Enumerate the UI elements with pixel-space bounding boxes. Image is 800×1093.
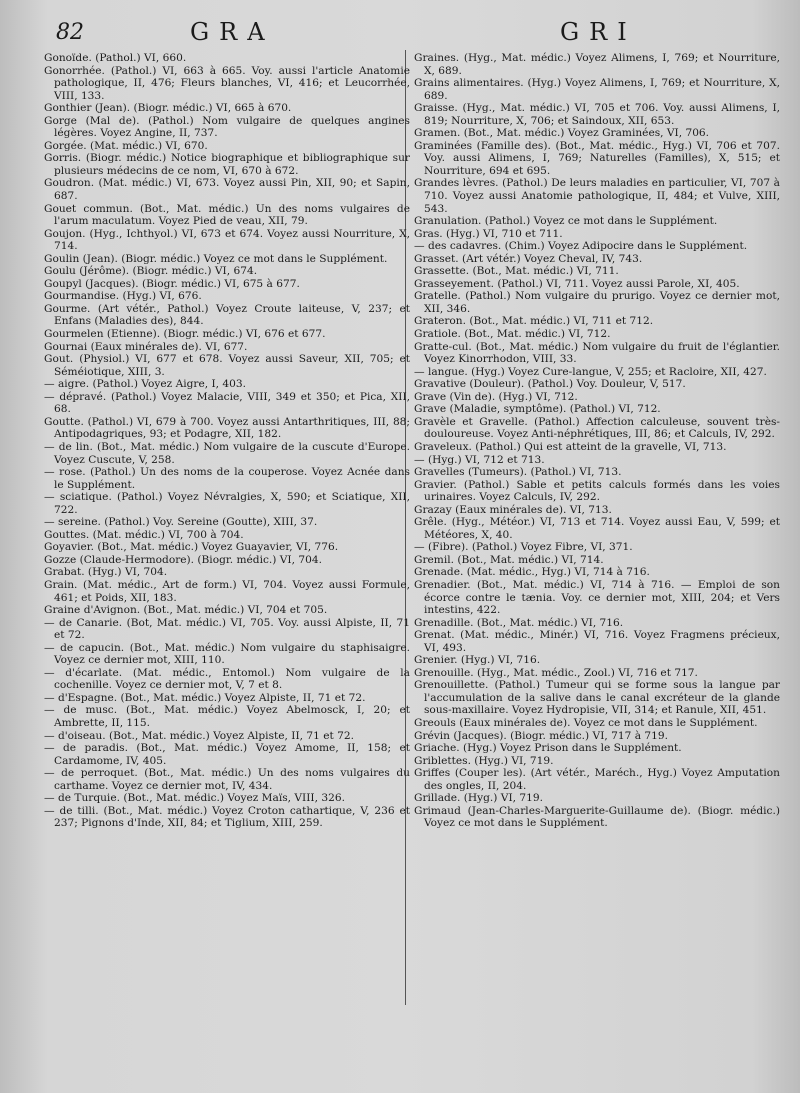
index-entry-left: Gout. (Physiol.) VI, 677 et 678. Voyez aussi Saveur, XII, 705; et Séméiotique, XIII, 3. bbox=[44, 353, 410, 378]
index-entry-right: Grenadier. (Bot., Mat. médic.) VI, 714 à 716. — Emploi de son écorce contre le tænia. Voy. ce dernier mot, XIII, 204; et Vers intestins, 422. bbox=[414, 578, 780, 617]
index-entry-left: Gouttes. (Mat. médic.) VI, 700 à 704. bbox=[44, 528, 244, 541]
index-entry-right: Graminées (Famille des). (Bot., Mat. médic., Hyg.) VI, 706 et 707. Voy. aussi Alimens, I, 769; Naturelles (Familles), X, 515; et Nourriture, 694 et 695. bbox=[414, 139, 780, 177]
index-entry-left: Gonoïde. (Pathol.) VI, 660. bbox=[44, 52, 187, 64]
index-entry-left: — de musc. (Bot., Mat. médic.) Voyez Abelmosck, I, 20; et Ambrette, II, 115. bbox=[44, 704, 410, 729]
index-entry-right: Gratelle. (Pathol.) Nom vulgaire du prurigo. Voyez ce dernier mot, XII, 346. bbox=[414, 290, 780, 315]
index-entry-left: Gonthier (Jean). (Biogr. médic.) VI, 665 à 670. bbox=[44, 102, 292, 115]
index-entry-left: — de Turquie. (Bot., Mat. médic.) Voyez Maïs, VIII, 326. bbox=[44, 792, 345, 805]
index-entry-left: Goulin (Jean). (Biogr. médic.) Voyez ce mot dans le Supplément. bbox=[44, 252, 388, 265]
index-entry-right: Gravèle et Gravelle. (Pathol.) Affection calculeuse, souvent très-douloureuse. Voyez Anti-néphrétiques, III, 86; et Calculs, IV, 292. bbox=[414, 415, 780, 441]
index-entry-right: Grenat. (Mat. médic., Minér.) VI, 716. Voyez Fragmens précieux, VI, 493. bbox=[414, 629, 780, 654]
index-entry-right: Gratiole. (Bot., Mat. médic.) VI, 712. bbox=[414, 328, 611, 341]
left-column bbox=[44, 52, 410, 830]
index-entry-right: Gras. (Hyg.) VI, 710 et 711. bbox=[414, 227, 563, 240]
index-entry-left: Goutte. (Pathol.) VI, 679 à 700. Voyez aussi Antarthritiques, III, 88; Antipodagriques, 93; et Podagre, XII, 182. bbox=[44, 415, 410, 441]
index-entry-right: Gratte-cul. (Bot., Mat. médic.) Nom vulgaire du fruit de l'églantier. Voyez Kinorrhodon, VIII, 33. bbox=[414, 340, 780, 366]
index-entry-right: — des cadavres. (Chim.) Voyez Adipocire dans le Supplément. bbox=[414, 240, 748, 253]
index-entry-left: — de capucin. (Bot., Mat. médic.) Nom vulgaire du staphisaigre. Voyez ce dernier mot, XIII, 110. bbox=[44, 641, 410, 667]
index-entry-left: Gourmelen (Etienne). (Biogr. médic.) VI, 676 et 677. bbox=[44, 328, 326, 341]
index-entry-left: — d'écarlate. (Mat. médic., Entomol.) Nom vulgaire de la cochenille. Voyez ce dernier mot, V, 7 et 8. bbox=[44, 666, 410, 692]
index-entry-right: Greouls (Eaux minérales de). Voyez ce mot dans le Supplément. bbox=[414, 716, 758, 729]
index-entry-left: Gorris. (Biogr. médic.) Notice biographique et bibliographique sur plusieurs médecins de ce nom, VI, 670 à 672. bbox=[44, 152, 410, 177]
index-entry-right: Grenade. (Mat. médic., Hyg.) VI, 714 à 716. bbox=[414, 566, 650, 579]
index-entry-right: Grenouillette. (Pathol.) Tumeur qui se forme sous la langue par l'accumulation de la salive dans le canal excréteur de la glande sous-maxillaire. Voyez Hydropisie, VII, 314; et Ranule, XII, 451. bbox=[414, 679, 780, 717]
index-entry-right: Grêle. (Hyg., Météor.) VI, 713 et 714. Voyez aussi Eau, V, 599; et Météores, X, 40. bbox=[414, 516, 780, 541]
index-entry-left: Goudron. (Mat. médic.) VI, 673. Voyez aussi Pin, XII, 90; et Sapin, 687. bbox=[44, 177, 410, 203]
page-number: 82 bbox=[56, 20, 84, 45]
index-entry-left: Goupyl (Jacques). (Biogr. médic.) VI, 675 à 677. bbox=[44, 277, 300, 290]
running-head-left: GRA bbox=[190, 18, 275, 46]
index-entry-left: — de Canarie. (Bot, Mat. médic.) VI, 705. Voy. aussi Alpiste, II, 71 et 72. bbox=[44, 616, 410, 642]
index-entry-right: Gramen. (Bot., Mat. médic.) Voyez Graminées, VI, 706. bbox=[414, 127, 710, 140]
index-entry-right: Grazay (Eaux minérales de). VI, 713. bbox=[414, 503, 612, 516]
index-entry-left: — d'Espagne. (Bot., Mat. médic.) Voyez Alpiste, II, 71 et 72. bbox=[44, 691, 366, 704]
index-entry-right: Grasseyement. (Pathol.) VI, 711. Voyez aussi Parole, XI, 405. bbox=[414, 277, 740, 290]
index-entry-right: Grandes lèvres. (Pathol.) De leurs maladies en particulier, VI, 707 à 710. Voyez aussi Anatomie pathologique, II, 484; et Vulve, XIII, 543. bbox=[414, 177, 780, 215]
index-entry-left: Gorge (Mal de). (Pathol.) Nom vulgaire de quelques angines légères. Voyez Angine, II, 737. bbox=[44, 114, 410, 140]
index-entry-right: Griache. (Hyg.) Voyez Prison dans le Supplément. bbox=[414, 742, 682, 755]
index-entry-left: Gorgée. (Mat. médic.) VI, 670. bbox=[44, 139, 208, 152]
index-entry-left: Goyavier. (Bot., Mat. médic.) Voyez Guayavier, VI, 776. bbox=[44, 541, 339, 554]
index-entry-right: — (Fibre). (Pathol.) Voyez Fibre, VI, 371. bbox=[414, 541, 633, 554]
index-entry-left: — de lin. (Bot., Mat. médic.) Nom vulgaire de la cuscute d'Europe. Voyez Cuscute, V, 258. bbox=[44, 440, 410, 466]
index-entry-left: Gozze (Claude-Hermodore). (Biogr. médic.) VI, 704. bbox=[44, 553, 322, 566]
index-entry-left: Gournai (Eaux minérales de). VI, 677. bbox=[44, 340, 248, 353]
index-entry-right: Gravier. (Pathol.) Sable et petits calculs formés dans les voies urinaires. Voyez Calculs, IV, 292. bbox=[414, 478, 780, 504]
index-entry-right: Grenadille. (Bot., Mat. médic.) VI, 716. bbox=[414, 616, 624, 629]
index-entry-left: Graine d'Avignon. (Bot., Mat. médic.) VI, 704 et 705. bbox=[44, 604, 328, 617]
index-entry-right: Grave (Vin de). (Hyg.) VI, 712. bbox=[414, 390, 578, 403]
index-entry-left: — de paradis. (Bot., Mat. médic.) Voyez Amome, II, 158; et Cardamome, IV, 405. bbox=[44, 742, 410, 767]
index-entry-left: Goujon. (Hyg., Ichthyol.) VI, 673 et 674. Voyez aussi Nourriture, X, 714. bbox=[44, 227, 410, 253]
index-entry-right: Grasset. (Art vétér.) Voyez Cheval, IV, 743. bbox=[414, 252, 643, 265]
index-entry-left: Gourmandise. (Hyg.) VI, 676. bbox=[44, 290, 202, 303]
index-entry-left: — sciatique. (Pathol.) Voyez Névralgies, X, 590; et Sciatique, XII, 722. bbox=[44, 491, 410, 516]
index-entry-right: Grenouille. (Hyg., Mat. médic., Zool.) VI, 716 et 717. bbox=[414, 666, 698, 679]
index-entry-left: Gonorrhée. (Pathol.) VI, 663 à 665. Voy. aussi l'article Anatomie pathologique, II, 476; Fleurs blanches, VI, 416; et Leucorrhée, VIII, 133. bbox=[44, 64, 410, 102]
index-entry-right: Grimaud (Jean-Charles-Marguerite-Guillaume de). (Biogr. médic.) Voyez ce mot dans le Supplément. bbox=[414, 804, 780, 830]
index-entry-left: — dépravé. (Pathol.) Voyez Malacie, VIII, 349 et 350; et Pica, XII, 68. bbox=[44, 390, 410, 416]
index-entry-right: Gravative (Douleur). (Pathol.) Voy. Douleur, V, 517. bbox=[414, 378, 686, 391]
index-entry-left: — sereine. (Pathol.) Voy. Sereine (Goutte), XIII, 37. bbox=[44, 516, 318, 529]
index-entry-right: Graines. (Hyg., Mat. médic.) Voyez Alimens, I, 769; et Nourriture, X, 689. bbox=[414, 52, 780, 77]
index-entry-right: Grassette. (Bot., Mat. médic.) VI, 711. bbox=[414, 265, 619, 278]
index-entry-right: Graisse. (Hyg., Mat. médic.) VI, 705 et 706. Voy. aussi Alimens, I, 819; Nourriture, X, 706; et Saindoux, XII, 653. bbox=[414, 102, 780, 127]
index-entry-right: Grévin (Jacques). (Biogr. médic.) VI, 717 à 719. bbox=[414, 729, 668, 742]
index-entry-left: — de perroquet. (Bot., Mat. médic.) Un des noms vulgaires du carthame. Voyez ce dernier mot, IV, 434. bbox=[44, 767, 410, 792]
index-entry-left: Gouet commun. (Bot., Mat. médic.) Un des noms vulgaires de l'arum maculatum. Voyez Pied de veau, XII, 79. bbox=[44, 202, 410, 228]
index-entry-right: Griblettes. (Hyg.) VI, 719. bbox=[414, 754, 554, 767]
index-entry-left: — rose. (Pathol.) Un des noms de la couperose. Voyez Acnée dans le Supplément. bbox=[44, 466, 410, 491]
index-entry-left: — d'oiseau. (Bot., Mat. médic.) Voyez Alpiste, II, 71 et 72. bbox=[44, 729, 354, 742]
right-column bbox=[414, 52, 780, 830]
index-entry-right: Granulation. (Pathol.) Voyez ce mot dans le Supplément. bbox=[414, 215, 718, 228]
index-entry-right: Gremil. (Bot., Mat. médic.) VI, 714. bbox=[414, 553, 604, 566]
index-entry-right: Grains alimentaires. (Hyg.) Voyez Alimens, I, 769; et Nourriture, X, 689. bbox=[414, 77, 780, 102]
page-header bbox=[0, 18, 800, 48]
index-entry-right: Grillade. (Hyg.) VI, 719. bbox=[414, 792, 543, 805]
index-entry-right: Grenier. (Hyg.) VI, 716. bbox=[414, 654, 541, 667]
index-entry-left: — de tilli. (Bot., Mat. médic.) Voyez Croton cathartique, V, 236 et 237; Pignons d'Inde, XII, 84; et Tiglium, XIII, 259. bbox=[44, 804, 410, 830]
index-entry-right: Gravelles (Tumeurs). (Pathol.) VI, 713. bbox=[414, 466, 622, 479]
index-entry-right: Grateron. (Bot., Mat. médic.) VI, 711 et 712. bbox=[414, 315, 654, 328]
index-entry-left: Goulu (Jérôme). (Biogr. médic.) VI, 674. bbox=[44, 265, 258, 278]
index-entry-left: Grabat. (Hyg.) VI, 704. bbox=[44, 566, 168, 579]
index-entry-left: Grain. (Mat. médic., Art de form.) VI, 704. Voyez aussi Formule, 461; et Poids, XII, 183. bbox=[44, 578, 410, 604]
running-head-right: GRI bbox=[560, 18, 637, 46]
index-entry-left: Gourme. (Art vétér., Pathol.) Voyez Croute laiteuse, V, 237; et Enfans (Maladies des), 844. bbox=[44, 302, 410, 328]
index-entry-left: — aigre. (Pathol.) Voyez Aigre, I, 403. bbox=[44, 378, 246, 391]
index-entry-right: Grave (Maladie, symptôme). (Pathol.) VI, 712. bbox=[414, 403, 661, 416]
index-entry-right: Graveleux. (Pathol.) Qui est atteint de la gravelle, VI, 713. bbox=[414, 440, 727, 453]
index-entry-right: — (Hyg.) VI, 712 et 713. bbox=[414, 453, 545, 466]
index-entry-right: — langue. (Hyg.) Voyez Cure-langue, V, 255; et Racloire, XII, 427. bbox=[414, 365, 767, 378]
index-entry-right: Griffes (Couper les). (Art vétér., Maréch., Hyg.) Voyez Amputation des ongles, II, 204. bbox=[414, 767, 780, 792]
